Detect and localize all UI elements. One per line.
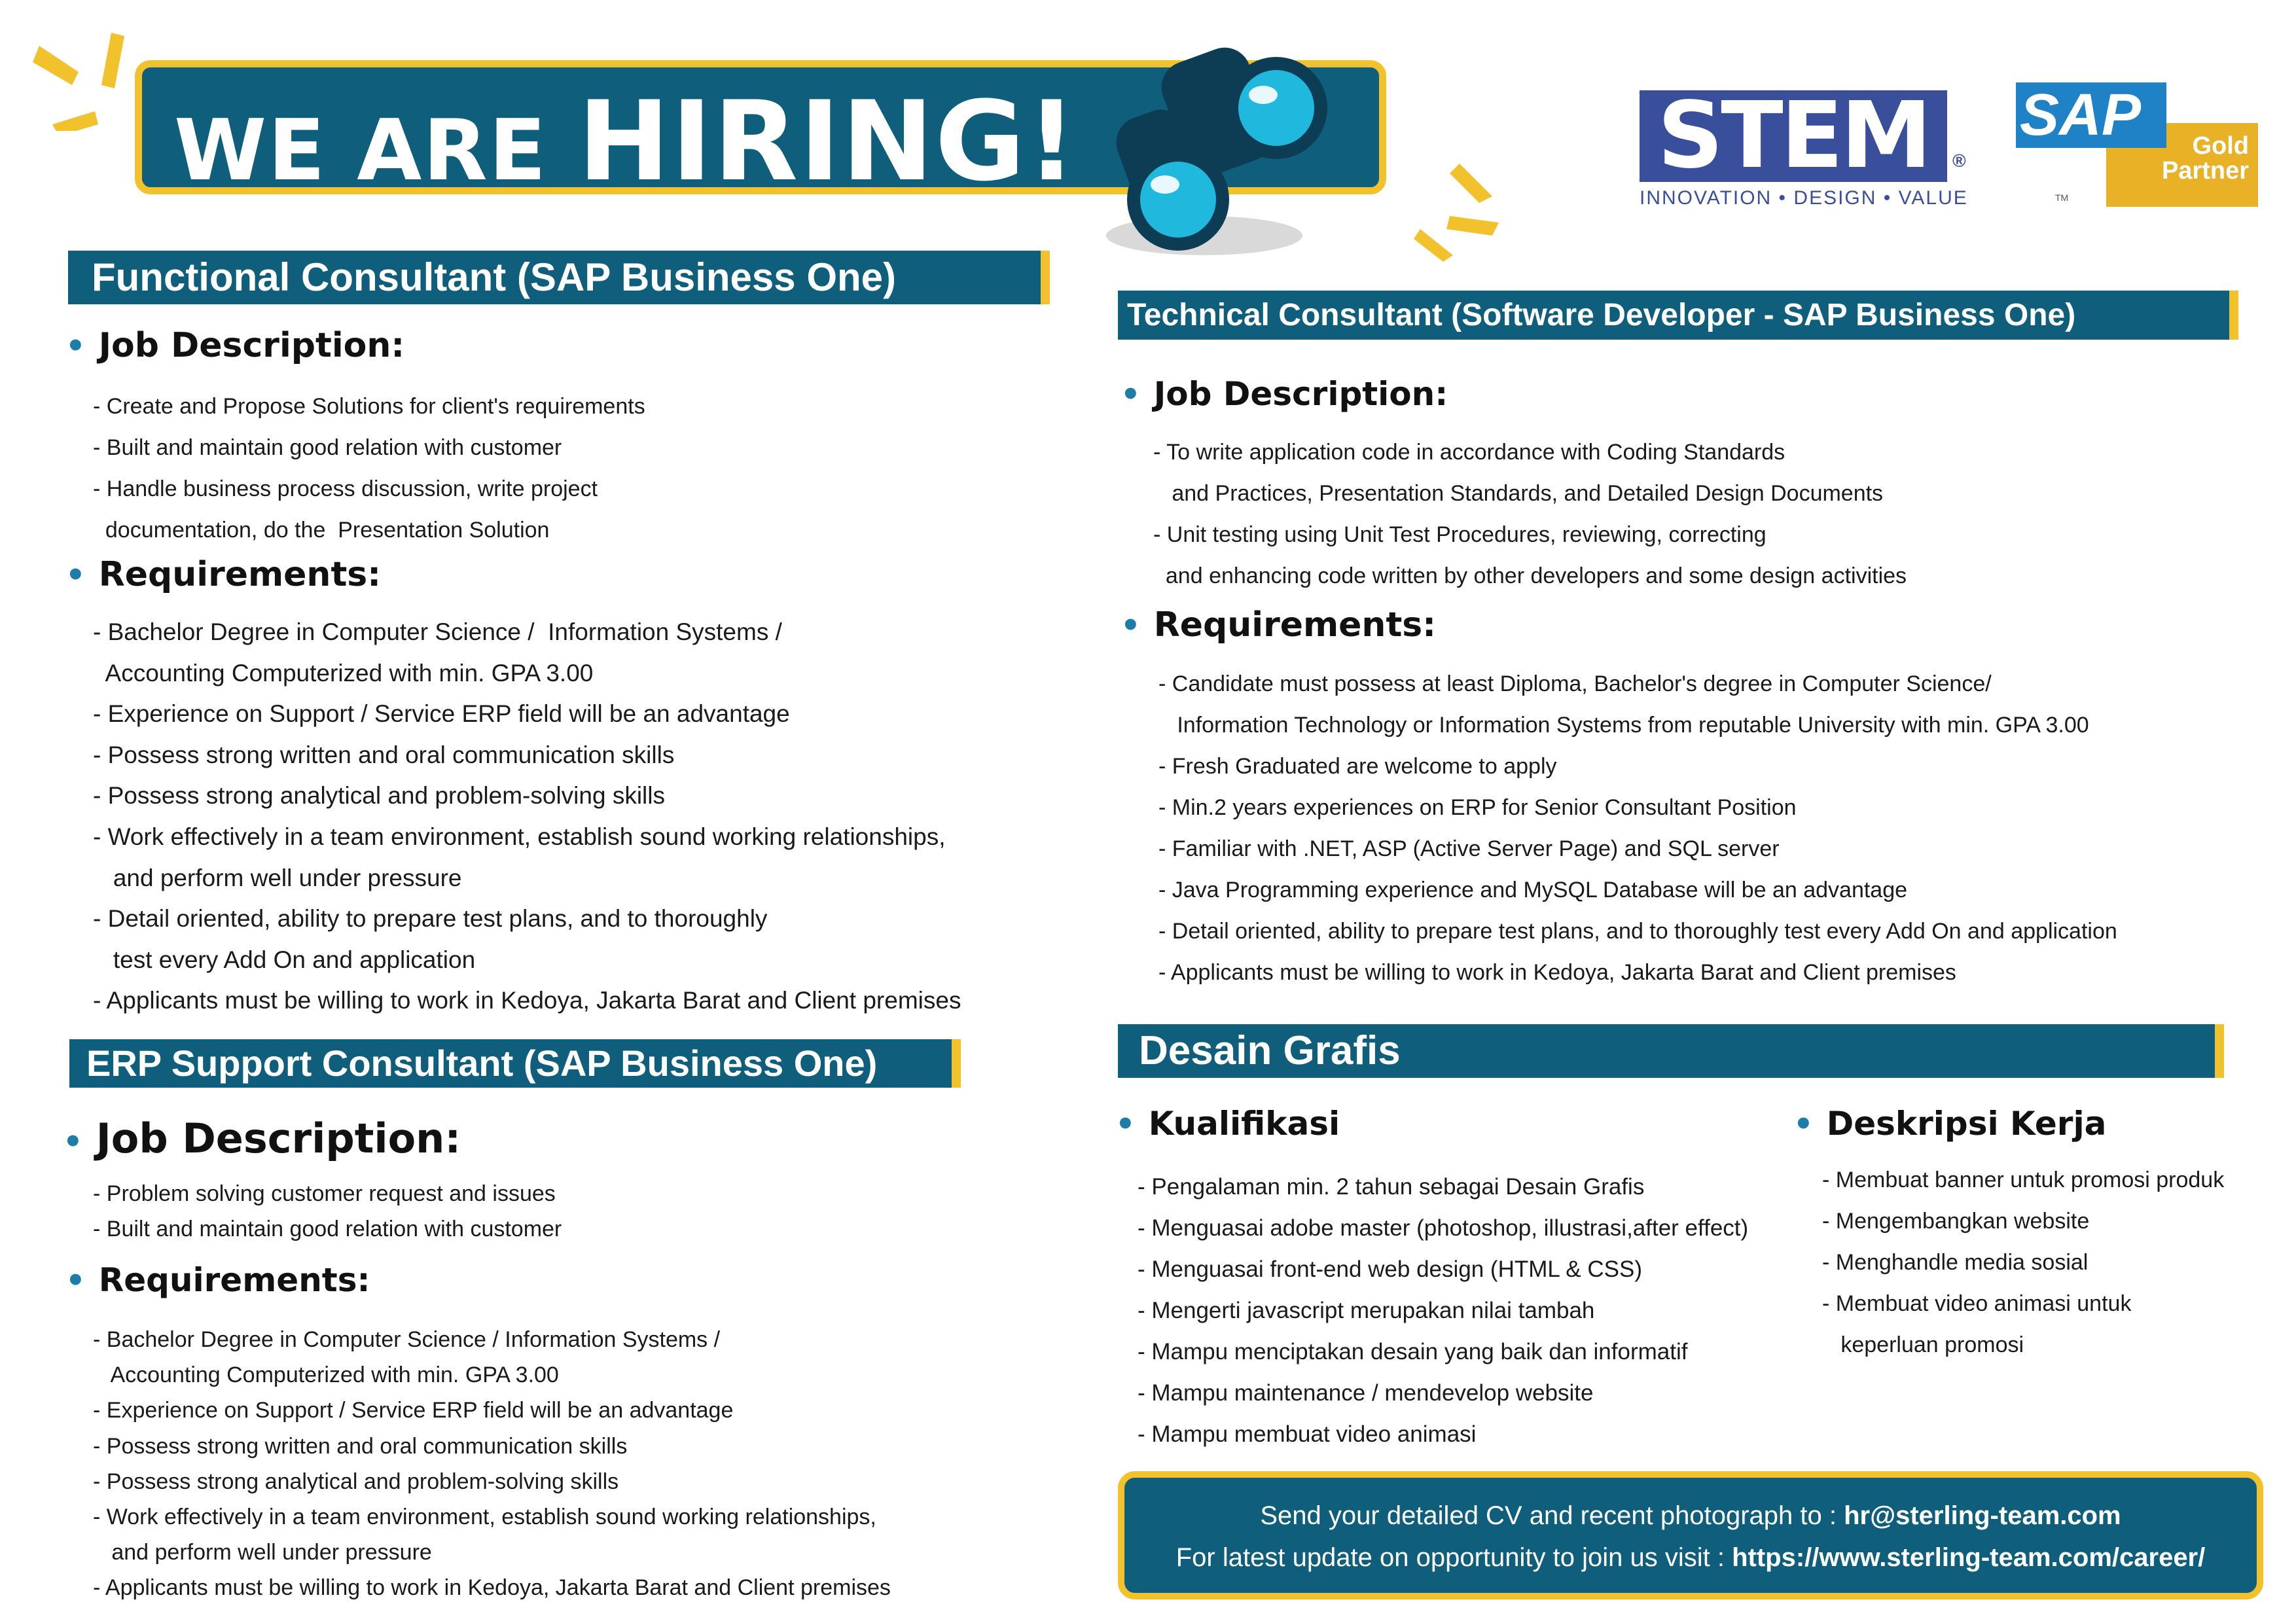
list-item: and enhancing code written by other developers and some design activities [1153, 563, 1907, 588]
list-item: - Java Programming experience and MySQL Database will be an advantage [1158, 878, 1908, 902]
list-item: - Min.2 years experiences on ERP for Senior Consultant Position [1158, 795, 1797, 820]
list-item: - Applicants must be willing to work in Kedoya, Jakarta Barat and Client premises [1158, 960, 1956, 985]
list-item: - Applicants must be willing to work in Kedoya, Jakarta Barat and Client premises [93, 987, 961, 1014]
list-item: - Menghandle media sosial [1822, 1250, 2089, 1275]
list-item: - Experience on Support / Service ERP field will be an advantage [93, 700, 790, 728]
list-item: - Possess strong written and oral communication skills [93, 741, 675, 768]
functional-req-list [93, 612, 961, 1022]
list-item: keperluan promosi [1822, 1332, 2024, 1357]
section-technical-title [1118, 291, 2238, 340]
list-item: and Practices, Presentation Standards, and Detailed Design Documents [1153, 481, 1884, 506]
list-item: - Menguasai adobe master (photoshop, illustrasi,after effect) [1138, 1215, 1749, 1241]
list-item: - Candidate must possess at least Diploma, Bachelor's degree in Computer Science/ [1158, 671, 1992, 696]
contact-url-label: For latest update on opportunity to join us visit : [1175, 1543, 1732, 1572]
list-item: - Unit testing using Unit Test Procedures, reviewing, correcting [1153, 522, 1767, 547]
stem-tagline: INNOVATION • DESIGN • VALUE [1640, 187, 1968, 209]
list-item: - Menguasai front-end web design (HTML & CSS) [1138, 1257, 1642, 1282]
list-item: - Mampu maintenance / mendevelop website [1138, 1380, 1594, 1406]
stem-logo-word: STEM [1640, 90, 1947, 182]
functional-job-heading [65, 326, 404, 365]
bullet-icon: • [63, 1124, 83, 1160]
desain-kualifikasi-list [1138, 1166, 1748, 1455]
bullet-icon: • [65, 557, 86, 594]
erp-job-list [93, 1176, 562, 1247]
list-item: - Problem solving customer request and issues [93, 1181, 556, 1206]
functional-req-heading-text: Requirements: [98, 555, 382, 594]
technical-job-heading [1121, 375, 1448, 413]
bullet-icon: • [65, 328, 86, 365]
contact-line-url [1124, 1537, 2257, 1578]
list-item: - Mengerti javascript merupakan nilai tambah [1138, 1298, 1595, 1323]
functional-job-heading-text: Job Description: [98, 326, 405, 365]
list-item: - Possess strong analytical and problem-solving skills [93, 1469, 619, 1494]
list-item: and perform well under pressure [93, 864, 462, 891]
erp-req-heading [65, 1261, 370, 1299]
functional-req-heading [65, 555, 381, 594]
list-item: - Mampu menciptakan desain yang baik dan informatif [1138, 1339, 1688, 1364]
list-item: - Built and maintain good relation with customer [93, 1217, 562, 1241]
functional-job-list [93, 386, 645, 551]
desain-deskripsi-list [1822, 1160, 2224, 1366]
sap-gold-partner-logo [2016, 82, 2249, 204]
list-item: Accounting Computerized with min. GPA 3.00 [93, 1363, 559, 1388]
list-item: Accounting Computerized with min. GPA 3.00 [93, 659, 594, 687]
list-item: - To write application code in accordance with Coding Standards [1153, 440, 1785, 465]
list-item: - Work effectively in a team environment, establish sound working relationships, [93, 823, 946, 850]
registered-mark: ® [1952, 151, 1966, 171]
list-item: documentation, do the Presentation Solution [93, 518, 550, 543]
contact-email-label: Send your detailed CV and recent photograph to : [1260, 1501, 1844, 1530]
list-item: - Handle business process discussion, write project [93, 476, 598, 501]
list-item: - Bachelor Degree in Computer Science / Information Systems / [93, 1327, 721, 1352]
contact-line-email [1124, 1495, 2257, 1537]
list-item: - Possess strong written and oral communication skills [93, 1433, 628, 1459]
banner-title [174, 77, 1078, 205]
desain-deskripsi-heading [1793, 1105, 2106, 1143]
stem-logo [1640, 82, 1968, 209]
technical-req-heading-text: Requirements: [1153, 605, 1437, 645]
technical-title-text: Technical Consultant (Software Developer - SAP Business One) [1127, 298, 2076, 332]
contact-email-link[interactable]: hr@sterling-team.com [1844, 1501, 2121, 1530]
erp-req-list [93, 1322, 891, 1606]
list-item: - Possess strong analytical and problem-solving skills [93, 782, 665, 810]
erp-job-heading-text: Job Description: [96, 1115, 461, 1162]
bullet-icon: • [1793, 1106, 1814, 1143]
list-item: Information Technology or Information Systems from reputable University with min. GPA 3.00 [1158, 713, 2089, 738]
list-item: - Applicants must be willing to work in Kedoya, Jakarta Barat and Client premises [93, 1575, 891, 1601]
list-item: - Experience on Support / Service ERP field will be an advantage [93, 1398, 734, 1423]
technical-job-list [1153, 432, 1907, 597]
bullet-icon: • [65, 1262, 86, 1299]
sap-gold-line2: Partner [2161, 157, 2249, 185]
section-functional-title [68, 251, 1050, 304]
list-item: - Detail oriented, ability to prepare test plans, and to thoroughly [93, 905, 768, 933]
list-item: - Detail oriented, ability to prepare test plans, and to thoroughly test every Add On and application [1158, 919, 2117, 944]
desain-kualifikasi-heading [1115, 1105, 1340, 1143]
banner-title-big: HIRING! [577, 77, 1078, 205]
sap-logo-word: SAP [2016, 82, 2166, 148]
desain-kualifikasi-heading-text: Kualifikasi [1148, 1105, 1340, 1143]
accent-burst-right [1414, 164, 1505, 262]
bullet-icon: • [1121, 607, 1141, 644]
list-item: - Work effectively in a team environment, establish sound working relationships, [93, 1505, 876, 1530]
bullet-icon: • [1115, 1106, 1136, 1143]
list-item: - Bachelor Degree in Computer Science / Information Systems / [93, 618, 782, 645]
list-item: - Mengembangkan website [1822, 1209, 2090, 1234]
binoculars-icon [1086, 39, 1348, 262]
list-item: test every Add On and application [93, 946, 476, 973]
technical-job-heading-text: Job Description: [1153, 375, 1448, 413]
erp-job-heading [63, 1115, 461, 1162]
accent-burst-left [33, 26, 124, 131]
list-item: - Membuat video animasi untuk [1822, 1291, 2132, 1316]
sap-tm: TM [2055, 192, 2069, 203]
section-erp-title [69, 1039, 961, 1088]
desain-deskripsi-heading-text: Deskripsi Kerja [1826, 1105, 2107, 1143]
contact-career-link[interactable]: https://www.sterling-team.com/career/ [1732, 1543, 2206, 1572]
list-item: and perform well under pressure [93, 1540, 432, 1565]
erp-req-heading-text: Requirements: [98, 1261, 370, 1299]
desain-title-text: Desain Grafis [1139, 1028, 1401, 1073]
list-item: - Fresh Graduated are welcome to apply [1158, 754, 1557, 779]
contact-box [1118, 1471, 2263, 1599]
technical-req-list [1158, 664, 2117, 993]
list-item: - Pengalaman min. 2 tahun sebagai Desain Grafis [1138, 1174, 1645, 1200]
list-item: - Membuat banner untuk promosi produk [1822, 1168, 2225, 1192]
functional-title-text: Functional Consultant (SAP Business One) [92, 255, 897, 299]
sap-gold-line1: Gold [2192, 132, 2249, 160]
banner-title-small: WE ARE [174, 102, 578, 200]
list-item: - Mampu membuat video animasi [1138, 1421, 1477, 1447]
technical-req-heading [1121, 605, 1436, 645]
list-item: - Familiar with .NET, ASP (Active Server Page) and SQL server [1158, 836, 1780, 861]
erp-title-text: ERP Support Consultant (SAP Business One) [86, 1043, 878, 1084]
bullet-icon: • [1121, 376, 1141, 413]
section-desain-title [1118, 1024, 2224, 1078]
list-item: - Built and maintain good relation with customer [93, 435, 562, 460]
list-item: - Create and Propose Solutions for client's requirements [93, 394, 645, 419]
